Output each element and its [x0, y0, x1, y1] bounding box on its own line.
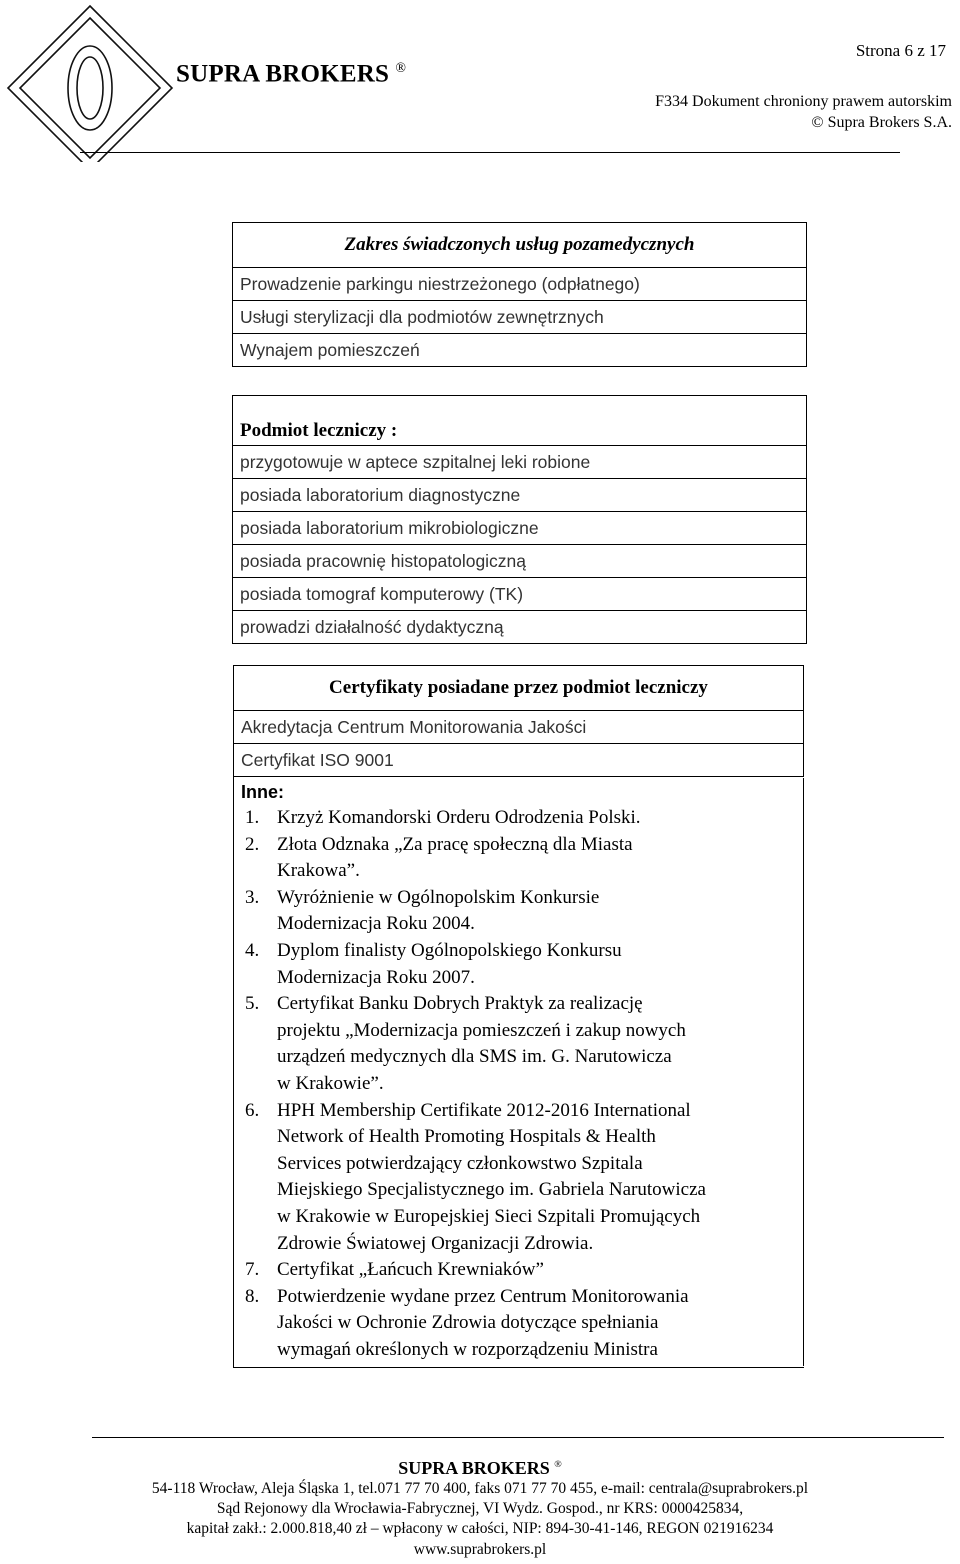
table-row: Usługi sterylizacji dla podmiotów zewnętrznych [233, 301, 807, 334]
table-row: posiada laboratorium diagnostyczne [233, 479, 807, 512]
list-item: 8. Potwierdzenie wydane przez Centrum Monitorowania Jakości w Ochronie Zdrowia dotyczące spełniania wymagań określonych w rozporządzeniu Ministra [245, 1285, 689, 1360]
footer-capital: kapitał zakł.: 2.000.818,40 zł – wpłacony w całości, NIP: 894-30-41-146, REGON 021916234 [186, 1520, 774, 1537]
table-row: Certyfikat ISO 9001 [234, 744, 804, 777]
list-item: 7. Certyfikat „Łańcuch Krewniaków” [245, 1259, 544, 1281]
footer-divider [92, 1437, 944, 1438]
page-number: Strona 6 z 17 [855, 41, 946, 60]
copyright-owner: © Supra Brokers S.A. [811, 114, 952, 131]
copyright-notice: F334 Dokument chroniony prawem autorskim [655, 93, 952, 110]
list-item: 6. HPH Membership Certifikate 2012-2016 International Network of Health Promoting Hospitals & Health Services potwierdzający członkowstwo Szpitala Miejskiego Specjalistycznego im. Gabriela Narutowicza w Krakowie w Europejskiej Sieci Szpitali Promujących Zdrowie Światowej Organizacji Zdrowia. [245, 1099, 706, 1254]
footer-address: 54-118 Wrocław, Aleja Śląska 1, tel.071 77 70 400, faks 071 77 70 455, e-mail: centrala@suprabrokers.pl [151, 1480, 809, 1497]
list-item: 2. Złota Odznaka „Za pracę społeczną dla Miasta Krakowa”. [245, 833, 633, 882]
list-item: 4. Dyplom finalisty Ogólnopolskiego Konkursu Modernizacja Roku 2007. [245, 939, 622, 988]
footer-brand: SUPRA BROKERS ® [398, 1458, 562, 1478]
table-row: posiada pracownię histopatologiczną [233, 545, 807, 578]
certificates-border [803, 778, 804, 1366]
non-medical-services-table [232, 222, 807, 367]
certificates-table [233, 665, 804, 1368]
table-row: Prowadzenie parkingu niestrzeżonego (odpłatnego) [233, 268, 807, 301]
document-notice [655, 91, 952, 133]
list-item: 3. Wyróżnienie w Ogólnopolskim Konkursie Modernizacja Roku 2004. [245, 886, 600, 935]
list-item: 1. Krzyż Komandorski Orderu Odrodzenia Polski. [245, 807, 641, 828]
other-certificates-cell [234, 777, 804, 1368]
table-row: posiada laboratorium mikrobiologiczne [233, 512, 807, 545]
table-row: Akredytacja Centrum Monitorowania Jakości [234, 711, 804, 744]
facility-title: Podmiot leczniczy : [233, 396, 807, 446]
header-divider [80, 152, 900, 153]
footer-court: Sąd Rejonowy dla Wrocławia-Fabrycznej, VI Wydz. Gospod., nr KRS: 0000425834, [216, 1500, 744, 1517]
table-row: przygotowuje w aptece szpitalnej leki robione [233, 446, 807, 479]
certificates-title: Certyfikaty posiadane przez podmiot leczniczy [234, 666, 804, 711]
table-row: Wynajem pomieszczeń [233, 334, 807, 367]
supra-brokers-logo [2, 2, 178, 162]
list-item: 5. Certyfikat Banku Dobrych Praktyk za realizację projektu „Modernizacja pomieszczeń i zakup nowych urządzeń medycznych dla SMS im. G. Narutowicza w Krakowie”. [245, 993, 686, 1094]
table-row: posiada tomograf komputerowy (TK) [233, 578, 807, 611]
footer-website[interactable]: www.suprabrokers.pl [413, 1541, 547, 1558]
other-label: Inne: [241, 782, 284, 802]
table-row: prowadzi działalność dydaktyczną [233, 611, 807, 644]
other-certificates-list [241, 805, 797, 1363]
services-title: Zakres świadczonych usług pozamedycznych [233, 223, 807, 268]
facility-capabilities-table [232, 395, 807, 644]
header-brand: SUPRA BROKERS ® [176, 60, 407, 88]
